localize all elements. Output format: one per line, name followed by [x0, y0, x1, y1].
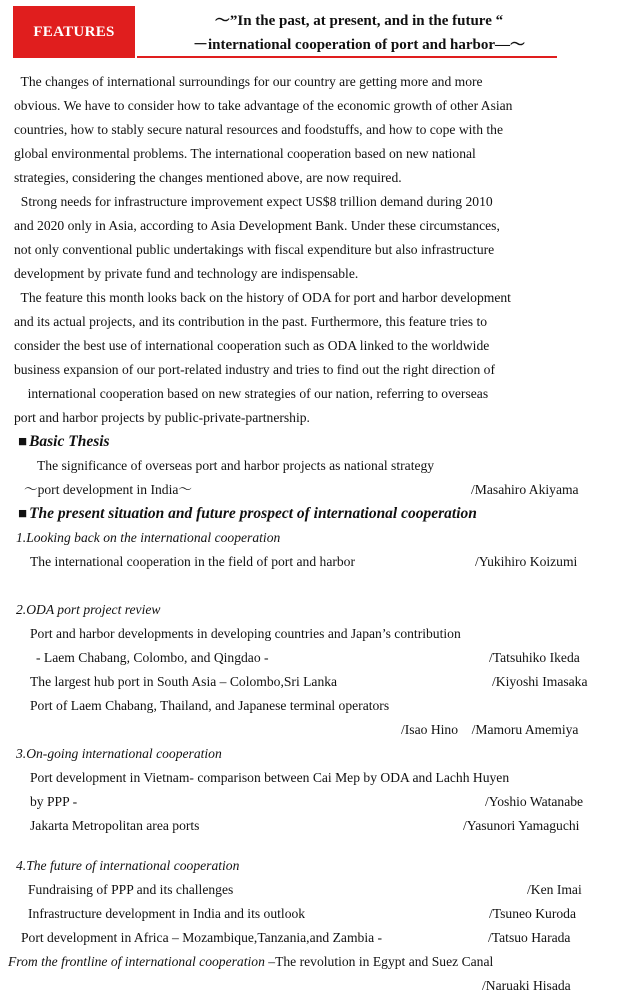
square-marker-icon: ■ — [18, 434, 28, 450]
intro-paragraph-3 — [14, 286, 610, 430]
article-title: Jakarta Metropolitan area ports — [30, 818, 200, 833]
intro-paragraph-2 — [14, 190, 610, 286]
page-title — [150, 9, 568, 57]
square-marker-icon: ■ — [18, 506, 28, 522]
section-2-title: 2.ODA port project review — [16, 602, 161, 617]
thesis-title-line1: The significance of overseas port and harbor projects as national strategy — [37, 458, 435, 473]
text-line: business expansion of our port-related industry and tries to find out the right direction of — [14, 362, 495, 377]
text-line: Strong needs for infrastructure improvement expect US$8 trillion demand during 2010 — [14, 194, 493, 209]
title-line-1: ～”In the past, at present, and in the future “ — [214, 13, 504, 29]
heading-text: Basic Thesis — [29, 433, 110, 450]
article-title-continued: by PPP - — [30, 794, 78, 809]
article-title: The largest hub port in South Asia – Colombo,Sri Lanka — [30, 674, 338, 689]
features-badge: FEATURES — [13, 6, 135, 58]
article-title: Port development in Vietnam- comparison between Cai Mep by ODA and Lachh Huyen — [30, 770, 510, 785]
text-line: global environmental problems. The international cooperation based on new national — [14, 146, 476, 161]
author-watanabe: /Yoshio Watanabe — [485, 794, 584, 809]
author-akiyama: /Masahiro Akiyama — [471, 482, 579, 497]
article-title: The international cooperation in the field of port and harbor — [30, 554, 356, 569]
article-title: Port of Laem Chabang, Thailand, and Japanese terminal operators — [30, 698, 390, 713]
text-line: strategies, considering the changes mentioned above, are now required. — [14, 170, 402, 185]
article-title: Fundraising of PPP and its challenges — [28, 882, 234, 897]
section-1-title: 1.Looking back on the international cooperation — [16, 530, 281, 545]
text-line: The changes of international surroundings for our country are getting more and more — [14, 74, 483, 89]
text-line: international cooperation based on new strategies of our nation, referring to overseas — [14, 386, 489, 401]
article-subtitle: - Laem Chabang, Colombo, and Qingdao - — [36, 650, 269, 665]
heading-text: The present situation and future prospect of international cooperation — [29, 505, 477, 522]
author-yamaguchi: /Yasunori Yamaguchi — [463, 818, 580, 833]
present-situation-heading — [18, 502, 477, 526]
text-line: not only conventional public undertakings with fiscal expenditure but also infrastructure — [14, 242, 495, 257]
section-3-title: 3.On-going international cooperation — [16, 746, 222, 761]
author-harada: /Tatsuo Harada — [488, 930, 571, 945]
text-line: port and harbor projects by public-private-partnership. — [14, 410, 310, 425]
author-hisada: /Naruaki Hisada — [482, 978, 571, 993]
title-underline — [137, 56, 557, 58]
title-line-2: －international cooperation of port and harbor―～ — [192, 37, 526, 53]
frontline-italic-text: From the frontline of international cooperation — [8, 954, 265, 969]
intro-paragraph-1 — [14, 70, 610, 190]
author-ikeda: /Tatsuhiko Ikeda — [489, 650, 580, 665]
text-line: and its actual projects, and its contribution in the past. Furthermore, this feature tries to — [14, 314, 488, 329]
article-title: Infrastructure development in India and its outlook — [28, 906, 306, 921]
section-4-title: 4.The future of international cooperation — [16, 858, 240, 873]
author-imasaka: /Kiyoshi Imasaka — [492, 674, 588, 689]
text-line: The feature this month looks back on the history of ODA for port and harbor development — [14, 290, 511, 305]
frontline-article-title — [8, 950, 493, 974]
text-line: countries, how to stably secure natural resources and foodstuffs, and how to cope with the — [14, 122, 503, 137]
text-line: development by private fund and technology are indispensable. — [14, 266, 359, 281]
frontline-rest-text: –The revolution in Egypt and Suez Canal — [264, 954, 494, 969]
text-line: and 2020 only in Asia, according to Asia Development Bank. Under these circumstances, — [14, 218, 500, 233]
author-koizumi: /Yukihiro Koizumi — [475, 554, 578, 569]
text-line: obvious. We have to consider how to take advantage of the economic growth of other Asian — [14, 98, 513, 113]
author-imai: /Ken Imai — [527, 882, 582, 897]
thesis-title-line2: ～port development in India～ — [24, 482, 192, 497]
article-title: Port development in Africa – Mozambique,Tanzania,and Zambia - — [21, 930, 383, 945]
author-hino-amemiya: /Isao Hino /Mamoru Amemiya — [401, 722, 579, 737]
article-title: Port and harbor developments in developing countries and Japan’s contribution — [30, 626, 461, 641]
text-line: consider the best use of international cooperation such as ODA linked to the worldwide — [14, 338, 490, 353]
basic-thesis-heading — [18, 430, 110, 454]
author-kuroda: /Tsuneo Kuroda — [489, 906, 577, 921]
